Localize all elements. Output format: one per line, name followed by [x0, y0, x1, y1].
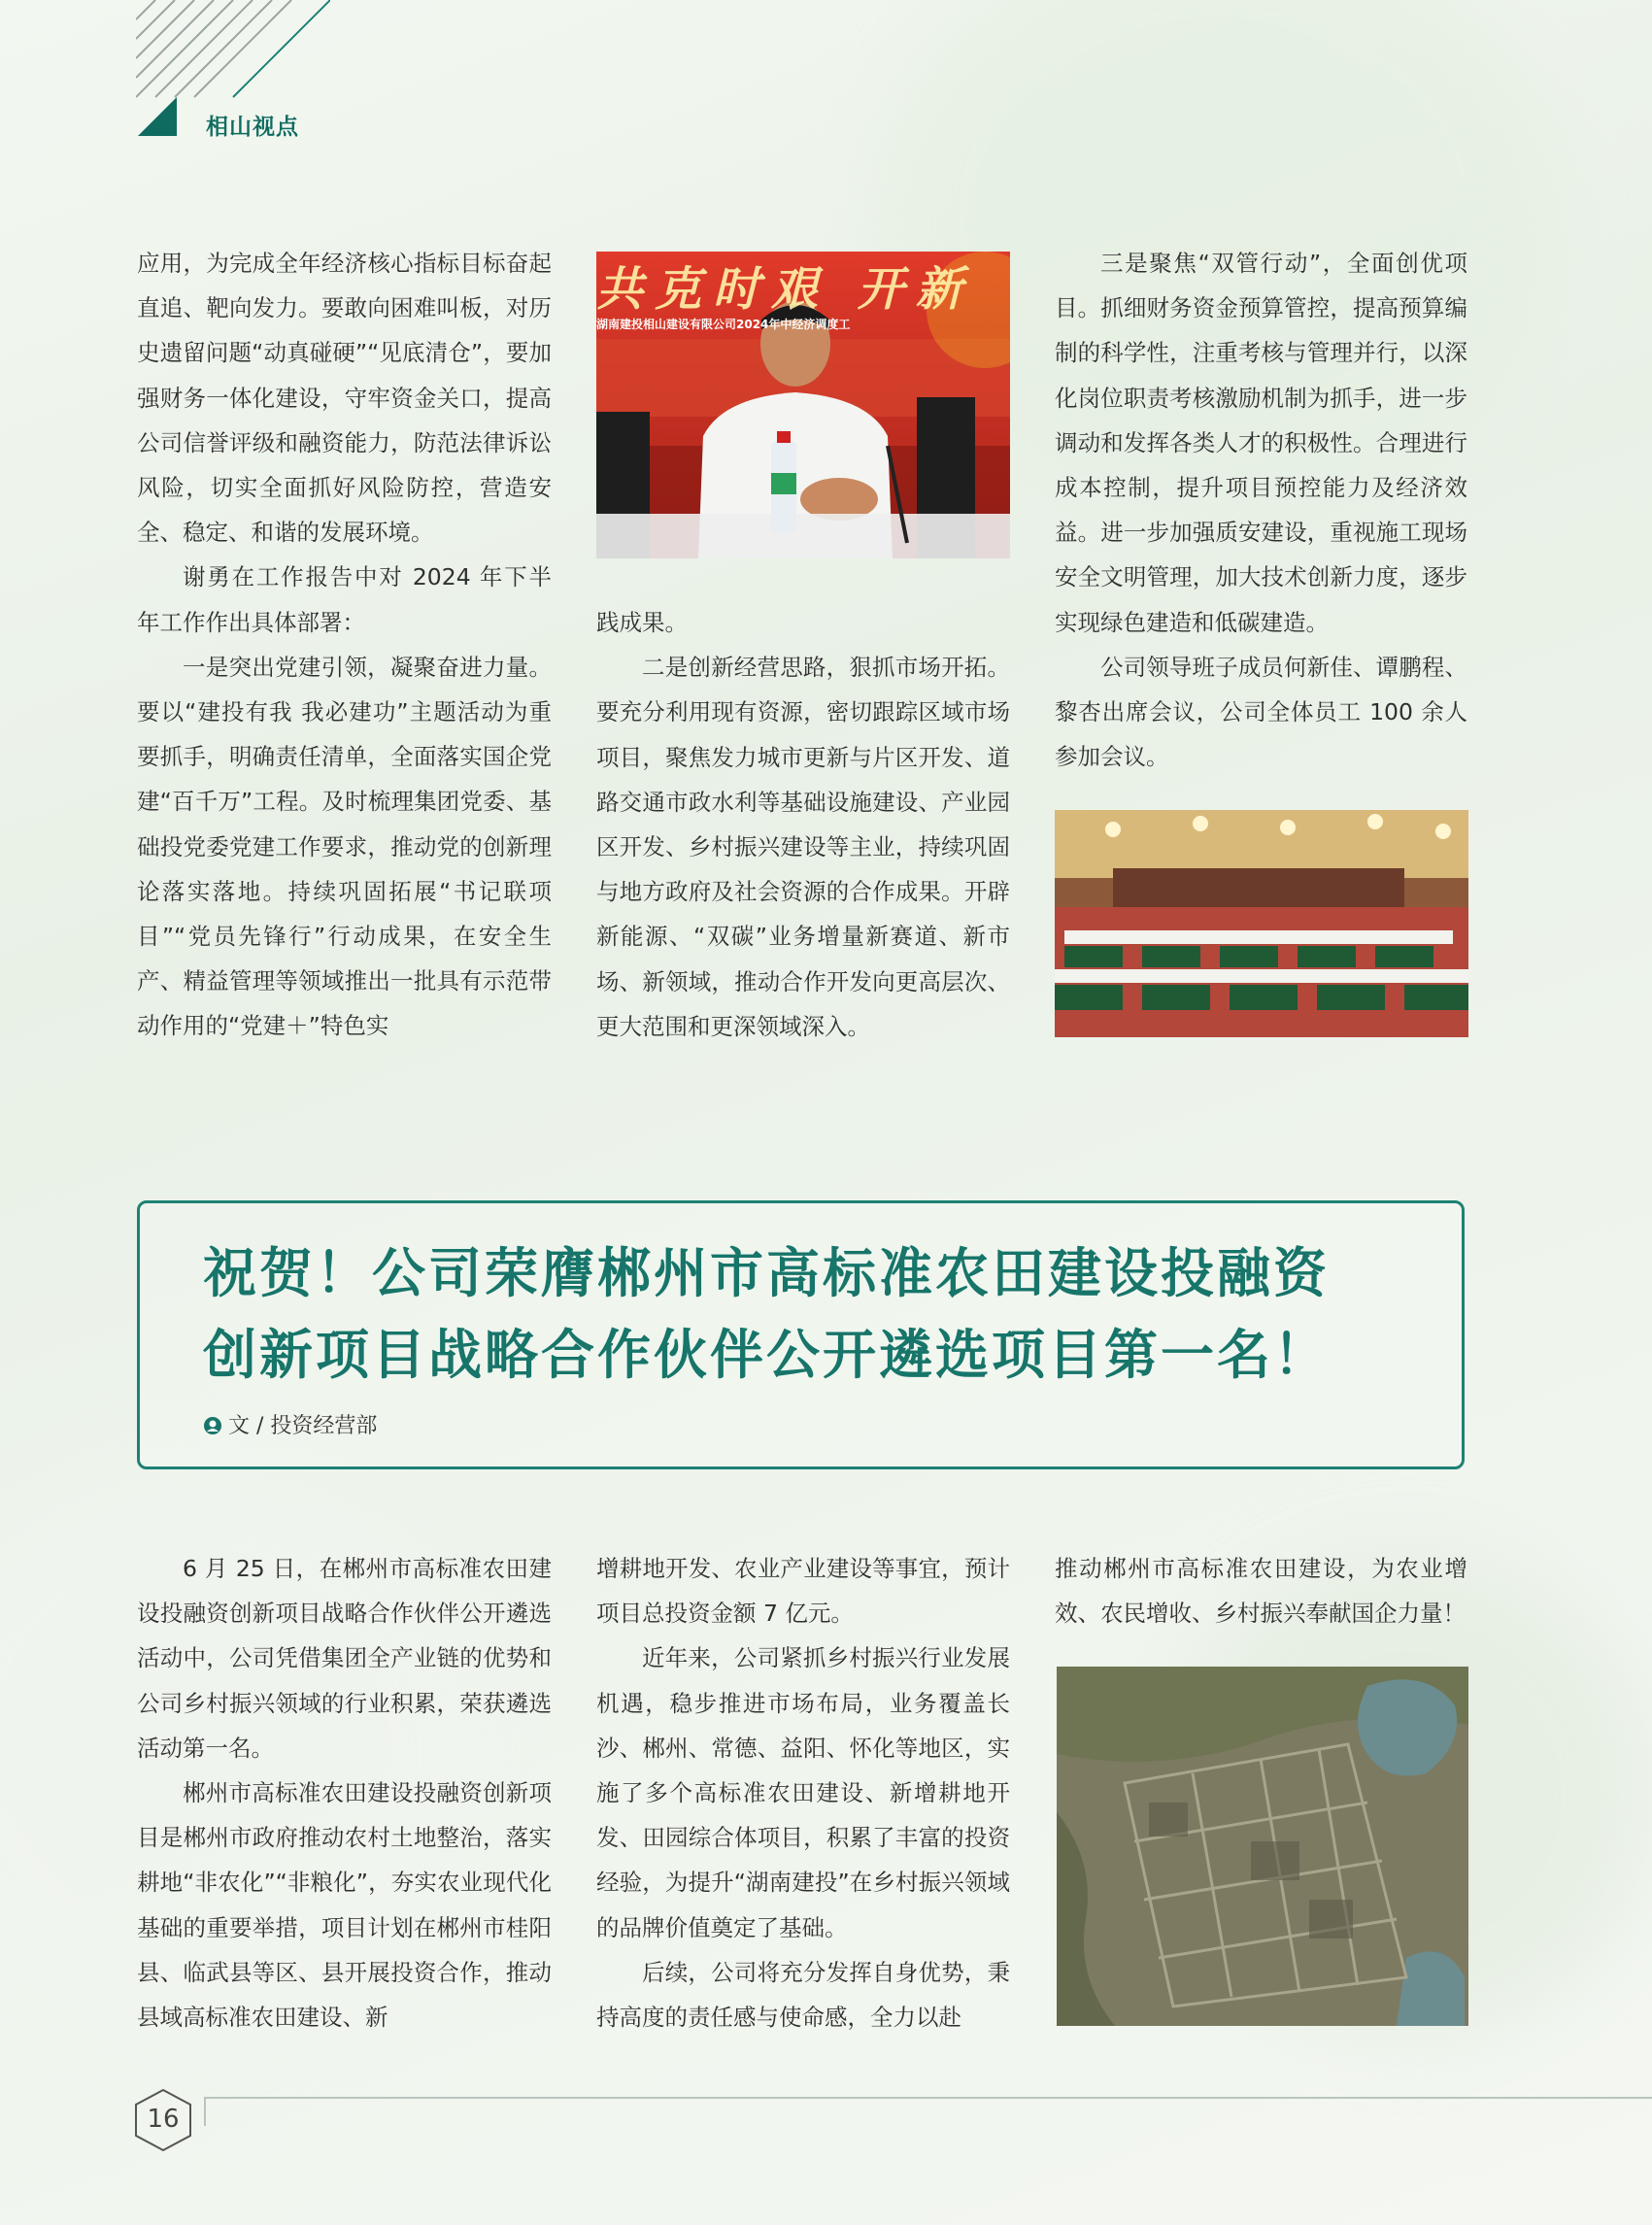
- banner-subtitle: 湖南建投相山建设有限公司2024年中经济调度工: [596, 318, 851, 331]
- paragraph: 三是聚焦“双管行动”，全面创优项目。抓细财务资金预算管控，提高预算编制的科学性，注重考核与管理并行，以深化岗位职责考核激励机制为抓手，进一步调动和发挥各类人才的积极性。合理进行成本控制，提升项目预控能力及经济效益。进一步加强质安建设，重视施工现场安全文明管理，加大技术创新力度，逐步实现绿色建造和低碳建造。: [1055, 250, 1467, 636]
- article2-title-line-2: 创新项目战略合作伙伴公开遴选项目第一名！: [203, 1324, 1331, 1386]
- speaker-photo: [596, 252, 1010, 558]
- section-tag-marker: [138, 97, 177, 136]
- section-label: 相山视点: [206, 115, 299, 140]
- paragraph: 一是突出党建引领，凝聚奋进力量。要以“建投有我 我必建功”主题活动为重要抓手，明确责任清单，全面落实国企党建“百千万”工程。及时梳理集团党委、基础投党委党建工作要求，推动党的创新理论落实落地。持续巩固拓展“书记联项目”“党员先锋行”行动成果，在安全生产、精益管理等领域推出一批具有示范带动作用的“党建＋”特色实: [137, 653, 552, 1040]
- banner-title: 共克时艰 开新: [596, 262, 974, 317]
- paragraph: 郴州市高标准农田建设投融资创新项目是郴州市政府推动农村土地整治，落实耕地“非农化”“非粮化”，夯实农业现代化基础的重要举措，项目计划在郴州市桂阳县、临武县等区、县开展投资合作，推动县域高标准农田建设、新: [137, 1779, 552, 2032]
- paragraph: 后续，公司将充分发挥自身优势，秉持高度的责任感与使命感，全力以赴: [596, 1958, 1010, 2032]
- decorative-stripes: [136, 0, 330, 107]
- paragraph: 推动郴州市高标准农田建设，为农业增效、农民增收、乡村振兴奉献国企力量！: [1055, 1555, 1467, 1628]
- byline: [203, 1409, 377, 1439]
- article2-title-line-1: 祝贺！公司荣膺郴州市高标准农田建设投融资: [203, 1242, 1331, 1304]
- article1-column-2: [596, 600, 1010, 1049]
- paragraph: 公司领导班子成员何新佳、谭鹏程、黎杏出席会议，公司全体员工 100 余人参加会议。: [1055, 653, 1467, 771]
- paragraph: 6 月 25 日，在郴州市高标准农田建设投融资创新项目战略合作伙伴公开遴选活动中，公司凭借集团全产业链的优势和公司乡村振兴领域的行业积累，荣获遴选活动第一名。: [137, 1555, 552, 1762]
- article2-title-box: [137, 1200, 1465, 1469]
- article2-column-1: [137, 1546, 552, 2040]
- paragraph: 谢勇在工作报告中对 2024 年下半年工作作出具体部署：: [137, 563, 552, 636]
- article1-column-3: [1055, 241, 1467, 779]
- paragraph: 践成果。: [596, 609, 688, 636]
- author-icon: [203, 1416, 222, 1435]
- paragraph: 二是创新经营思路，狠抓市场开拓。要充分利用现有资源，密切跟踪区域市场项目，聚焦发力城市更新与片区开发、道路交通市政水利等基础设施建设、产业园区开发、乡村振兴建设等主业，持续巩固与地方政府及社会资源的合作成果。开辟新能源、“双碳”业务增量新赛道、新市场、新领域，推动合作开发向更高层次、更大范围和更深领域深入。: [596, 654, 1010, 1040]
- page-number: 16: [147, 2105, 180, 2134]
- section-tag: [138, 97, 371, 144]
- aerial-farmland-photo: [1057, 1667, 1468, 2026]
- byline-text: 文 / 投资经营部: [228, 1414, 378, 1438]
- article1-column-1: [137, 241, 552, 1049]
- paragraph: 应用，为完成全年经济核心指标目标奋起直追、靶向发力。要敢向困难叫板，对历史遗留问题“动真碰硬”“见底清仓”，要加强财务一体化建设，守牢资金关口，提高公司信誉评级和融资能力，防范法律诉讼风险，切实全面抓好风险防控，营造安全、稳定、和谐的发展环境。: [137, 250, 552, 547]
- footer-rule: [204, 2097, 1652, 2099]
- article2-column-2: [596, 1546, 1010, 2040]
- paragraph: 增耕地开发、农业产业建设等事宜，预计项目总投资金额 7 亿元。: [596, 1555, 1010, 1628]
- conference-hall-photo: [1055, 810, 1468, 1037]
- article2-column-3: [1055, 1546, 1467, 1635]
- paragraph: 近年来，公司紧抓乡村振兴行业发展机遇，稳步推进市场布局，业务覆盖长沙、郴州、常德、益阳、怀化等地区，实施了多个高标准农田建设、新增耕地开发、田园综合体项目，积累了丰富的投资经验，为提升“湖南建投”在乡村振兴领域的品牌价值奠定了基础。: [596, 1644, 1010, 1941]
- footer-rule-tick: [204, 2097, 206, 2126]
